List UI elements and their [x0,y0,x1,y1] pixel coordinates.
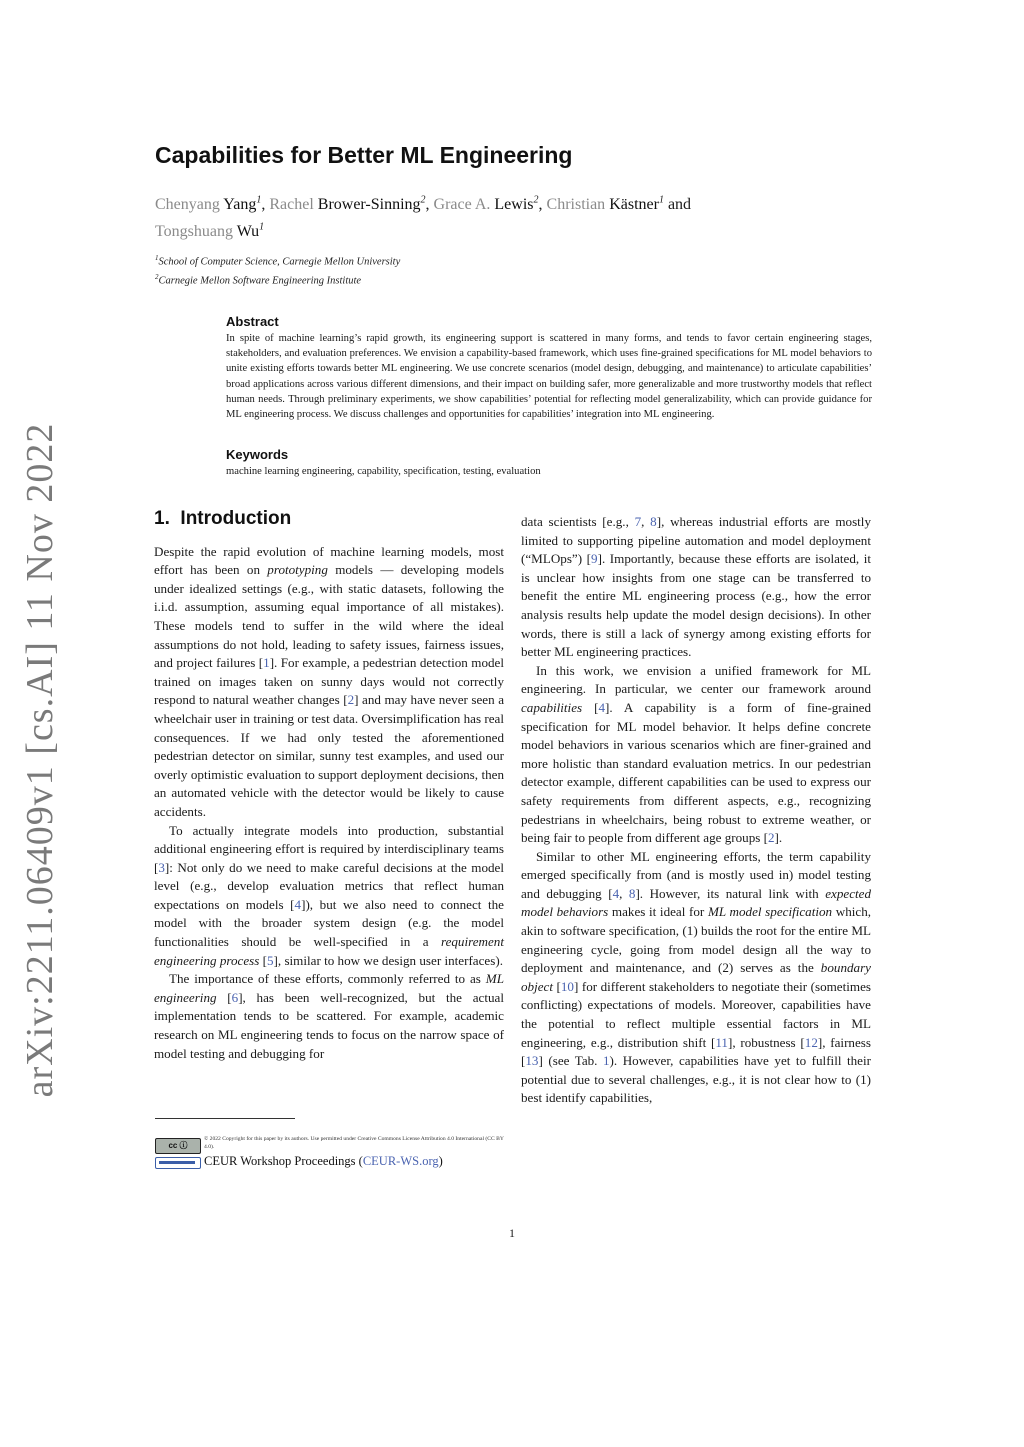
text-run: ]. Importantly, because these efforts are isolated, it is unclear how insights from one stage can be transferred to benefit the entire ML engineering process (e.g., how the error analysis results help update the model design decisions). In other words, there is still a lack of synergy among existing efforts for better ML engineering practices. [521,551,872,660]
body-paragraph [521,513,871,662]
text-run: [ [582,699,599,715]
emphasis-text: ML engineering [154,971,504,1005]
text-run: [ [553,978,561,994]
text-run: ]. However, its natural link with [635,885,826,901]
text-run: ). However, capabilities have yet to fulfill their potential due to several challenges, e.g., it is not clear how to (1) best identify capabilities, [521,1053,871,1106]
abstract-section [226,314,872,422]
abstract-text: In spite of machine learning’s rapid growth, its engineering support is scattered in many forms, and tends to favor certain engineering stages, stakeholders, and evaluation preferences. We envision a capability-based framework, which uses fine-grained specifications for ML model behaviors to unite existing efforts towards better ML engineering. We use concrete scenarios (model design, debugging, and maintenance) to articulate capabilities’ broad applications across various different dimensions, and their impact on building safer, more generalizable and more trustworthy models that reflect human needs. Through preliminary experiments, we show capabilities’ potential for reflecting model generalizability, which can provide guidance for ML engineering process. We discuss challenges and opportunities for capabilities’ integration into ML engineering. [226,333,872,421]
citation-link[interactable]: 2 [347,692,355,708]
emphasis-text: prototyping [267,562,328,578]
text-run: data scientists [e.g., [521,514,635,529]
text-run: models — developing models under idealized settings (e.g., with static datasets, following the i.i.d. assumption, assuming equal importance of all mistakes). These models tend to suffer in the wild where the ideal assumptions do not hold, leading to safety issues, fairness issues, and project failures [ [154,562,504,671]
abstract-heading: Abstract [226,314,279,329]
text-run: ]. A capability is a form of fine-grained specification for ML model behavior. It helps define concrete model behaviors in various scenarios which are finer-grained and more holistic than standard evaluation metrics. In our pedestrian detector example, different capabilities can be used to express our safety requirements from different aspects, e.g., recognizing pedestrians in wheelchairs, being robust to extreme weather, or being fair to people from different age groups [ [521,699,871,846]
citation-link[interactable]: 10 [560,978,574,994]
citation-link[interactable]: 8 [650,514,657,529]
body-paragraph [154,970,504,1063]
text-run: ]), but we also need to connect the model with the broader system design (e.g. the model functionalities should be well-specified in a [154,896,504,950]
left-column [154,510,504,1063]
right-column [521,513,871,1108]
text-run: The importance of these efforts, commonly referred to as [169,971,486,987]
ceur-logo-icon [155,1157,201,1169]
text-run: ], similar to how we design user interfaces). [273,952,503,968]
body-paragraph [154,543,504,822]
citation-link[interactable]: 13 [525,1053,539,1069]
text-run: ], robustness [ [727,1034,805,1050]
citation-link[interactable]: 5 [266,952,274,968]
footnote-divider [155,1118,295,1119]
citation-link[interactable]: 2 [768,830,775,846]
text-run: ], has been well-recognized, but the actual implementation tends to be scattered. For example, academic research on ML engineering tends to focus on the narrow space of model testing and debugging for [154,989,504,1061]
text-run: Despite the rapid evolution of machine learning models, most effort has been on [154,543,504,578]
license-footer [155,1136,515,1172]
citation-link[interactable]: 3 [158,859,165,875]
emphasis-text: requirement engineering process [154,934,504,968]
text-run: ]. For example, a pedestrian detection model trained on images taken on sunny days would not correctly respond to natural weather changes [ [154,655,504,708]
citation-link[interactable]: 9 [591,551,598,567]
citation-link[interactable]: 12 [804,1034,818,1050]
body-paragraph [521,848,871,1108]
body-paragraph [521,662,871,848]
copyright-notice: © 2022 Copyright for this paper by its authors. Use permitted under Creative Commons License Attribution 4.0 International (CC BY 4.0). [204,1136,504,1150]
text-run: In this work, we envision a unified framework for ML engineering. In particular, we center our framework around [521,662,871,697]
citation-link[interactable]: 11 [715,1034,728,1050]
body-paragraph [154,822,504,971]
keywords-heading: Keywords [226,447,289,462]
text-run: makes it ideal for [608,904,708,920]
cc-license-icon: cc ⓘ [155,1138,201,1154]
affiliation: $^1$School of Computer Science, Carnegie Mellon University [155,254,401,268]
citation-link[interactable]: 4 [612,885,620,901]
keywords-section [226,447,872,479]
keywords-text: machine learning engineering, capability, specification, testing, evaluation [226,466,541,477]
affiliation: $^2$Carnegie Mellon Software Engineering Institute [155,273,362,287]
text-run: Similar to other ML engineering efforts, the term capability emerged specifically from (and is mostly used in) model testing and debugging [ [521,848,871,901]
section-heading: 1. Introduction [154,508,292,529]
author: Chenyang Yang$^1$, [155,195,270,214]
citation-link[interactable]: 7 [634,514,642,529]
author: Tongshuang Wu$^1$ [155,221,265,240]
text-run: ] and may have never seen a wheelchair user in training or test data. Oversimplification has real consequences. If we had only tested the aforementioned pedestrian detector on similar, sunny test examples, and used our overly optimistic evaluation to support deployment decisions, then an automated vehicle with the detector would be likely to cause accidents. [154,692,505,819]
text-run: , [619,885,629,901]
text-run: ]. [774,830,783,846]
citation-link[interactable]: 4 [598,699,605,715]
text-run: ], fairness [ [521,1034,871,1069]
page-number: 1 [509,1226,515,1240]
citation-link[interactable]: 6 [231,989,239,1005]
text-run: , [641,514,651,529]
emphasis-text: boundary object [521,960,871,994]
emphasis-text: expected model behaviors [521,885,872,920]
proceedings-line: CEUR Workshop Proceedings (CEUR-WS.org) [204,1154,443,1168]
text-run: which, akin to software specification, (1) builds the root for the entire ML engineering cycle, going from model design all the way to deployment and maintenance, and (2) serves as the [521,904,872,976]
author-list [155,190,855,243]
text-run: To actually integrate models into production, substantial additional engineering effort is required by interdisciplinary teams [ [154,822,504,875]
citation-link[interactable]: 1 [263,655,270,671]
author: Christian Kästner$^1$ and [546,195,692,214]
emphasis-text: capabilities [521,699,583,715]
text-run: [ [259,952,267,968]
arxiv-stamp-text: arXiv:2211.06409v1 [cs.AI] 11 Nov 2022 [19,422,61,1098]
text-run: ], whereas industrial efforts are mostly limited to supporting pipeline automation and model deployment (“MLOps”) [ [521,514,871,567]
author: Rachel Brower-Sinning$^2$, [269,195,434,214]
citation-link[interactable]: 4 [294,896,302,912]
text-run: ]: Not only do we need to make careful decisions at the model level (e.g., develop evaluation metrics that reflect human expectations on models [ [154,859,504,912]
text-run: ] (see Tab. [538,1053,603,1069]
ceur-link[interactable]: CEUR-WS.org [362,1154,439,1168]
text-run: [ [216,989,232,1005]
text-run: ] for different stakeholders to negotiate their (sometimes conflicting) expectations of models. Moreover, capabilities have the potential to reflect multiple essential factors in ML engineering, e.g., distribution shift [ [521,978,871,1050]
paper-title: Capabilities for Better ML Engineering [155,142,573,168]
citation-link[interactable]: 8 [628,885,636,901]
emphasis-text: ML model specification [707,904,833,920]
citation-link[interactable]: 1 [603,1053,610,1069]
author: Grace A. Lewis$^2$, [433,195,547,214]
